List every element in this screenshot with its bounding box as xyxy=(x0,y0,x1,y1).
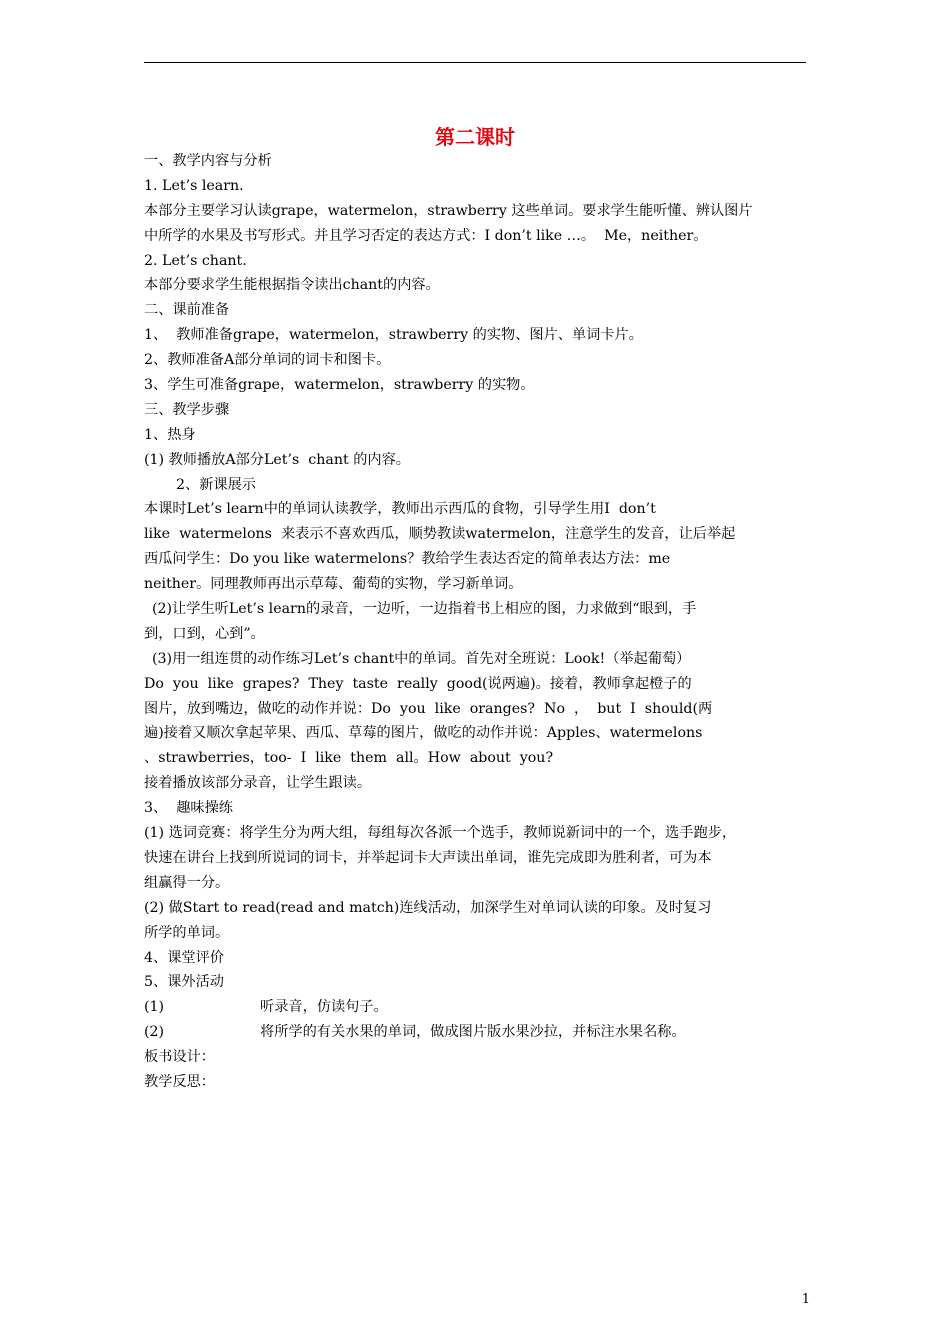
paragraph-line: 接着播放该部分录音，让学生跟读。 xyxy=(144,775,372,792)
subsection-heading: 2. Let’s chant. xyxy=(144,252,247,269)
list-item: (1) 教师播放A部分Let’s chant 的内容。 xyxy=(144,451,410,468)
step-heading: 3、 趣味操练 xyxy=(144,800,233,817)
board-design-label: 板书设计： xyxy=(144,1049,215,1066)
list-item: 2、教师准备A部分单词的词卡和图卡。 xyxy=(144,352,391,369)
section-heading: 一、教学内容与分析 xyxy=(144,153,272,169)
paragraph-line: 本课时Let’s learn中的单词认读教学，教师出示西瓜的食物，引导学生用I don’t xyxy=(144,501,656,518)
homework-text: 将所学的有关水果的单词，做成图片版水果沙拉，并标注水果名称。 xyxy=(260,1024,686,1041)
paragraph-line: 本部分要求学生能根据指令读出chant的内容。 xyxy=(144,277,440,294)
list-item: 3、学生可准备grape，watermelon，strawberry 的实物。 xyxy=(144,377,535,394)
page-number: 1 xyxy=(801,1292,810,1307)
homework-number: (1) xyxy=(144,999,165,1016)
homework-text: 听录音，仿读句子。 xyxy=(260,999,388,1016)
paragraph-line: 所学的单词。 xyxy=(144,924,230,941)
paragraph-line: 快速在讲台上找到所说词的词卡，并举起词卡大声读出单词，谁先完成即为胜利者，可为本 xyxy=(144,849,712,866)
subsection-heading: 1. Let’s learn. xyxy=(144,177,244,194)
paragraph-line: 组赢得一分。 xyxy=(144,874,230,891)
paragraph-line: 西瓜问学生：Do you like watermelons？教给学生表达否定的简单表达方法：me xyxy=(144,551,671,568)
paragraph-line: Do you like grapes? They taste really good(说两遍)。接着，教师拿起橙子的 xyxy=(144,675,692,692)
paragraph-line: 中所学的水果及书写形式。并且学习否定的表达方式：I don’t like …。 Me，neither。 xyxy=(144,227,708,244)
paragraph-line: neither。同理教师再出示草莓、葡萄的实物，学习新单词。 xyxy=(144,576,523,593)
paragraph-line: (1) 选词竞赛：将学生分为两大组，每组每次各派一个选手，教师说新词中的一个，选手跑步， xyxy=(144,825,737,842)
page-title: 第二课时 xyxy=(435,125,515,149)
paragraph-line: 本部分主要学习认读grape，watermelon，strawberry 这些单词。要求学生能听懂、辨认图片 xyxy=(144,202,753,219)
paragraph-line: (2)让学生听Let’s learn的录音，一边听，一边指着书上相应的图，力求做到“眼到，手 xyxy=(152,601,697,618)
step-heading: 4、课堂评价 xyxy=(144,949,224,966)
list-item: 1、 教师准备grape，watermelon，strawberry 的实物、图片、单词卡片。 xyxy=(144,327,643,344)
paragraph-line: like watermelons 来表示不喜欢西瓜，顺势教读watermelon，注意学生的发音，让后举起 xyxy=(144,526,736,543)
homework-item xyxy=(144,995,808,1020)
step-heading: 1、热身 xyxy=(144,426,196,443)
header-rule xyxy=(144,62,806,63)
homework-number: (2) xyxy=(144,1024,165,1041)
paragraph-line: 遍)接着又顺次拿起苹果、西瓜、草莓的图片，做吃的动作并说：Apples、watermelons xyxy=(144,725,703,742)
paragraph-line: 到，口到，心到”。 xyxy=(144,625,265,642)
step-heading: 5、课外活动 xyxy=(144,974,224,991)
paragraph-line: (2) 做Start to read(read and match)连线活动，加深学生对单词认读的印象。及时复习 xyxy=(144,899,712,916)
paragraph-line: (3)用一组连贯的动作练习Let’s chant中的单词。首先对全班说：Look!（举起葡萄） xyxy=(152,650,691,667)
paragraph-line: 图片，放到嘴边，做吃的动作并说：Do you like oranges? No ， but I should(两 xyxy=(144,700,713,717)
section-heading: 三、教学步骤 xyxy=(144,401,230,418)
paragraph-line: 、strawberries，too- I like them all。How about you? xyxy=(144,750,554,767)
lesson-body xyxy=(144,149,808,1095)
section-heading: 二、课前准备 xyxy=(144,302,230,319)
reflection-label: 教学反思： xyxy=(144,1073,215,1090)
step-heading: 2、新课展示 xyxy=(176,476,256,493)
homework-item xyxy=(144,1020,808,1045)
